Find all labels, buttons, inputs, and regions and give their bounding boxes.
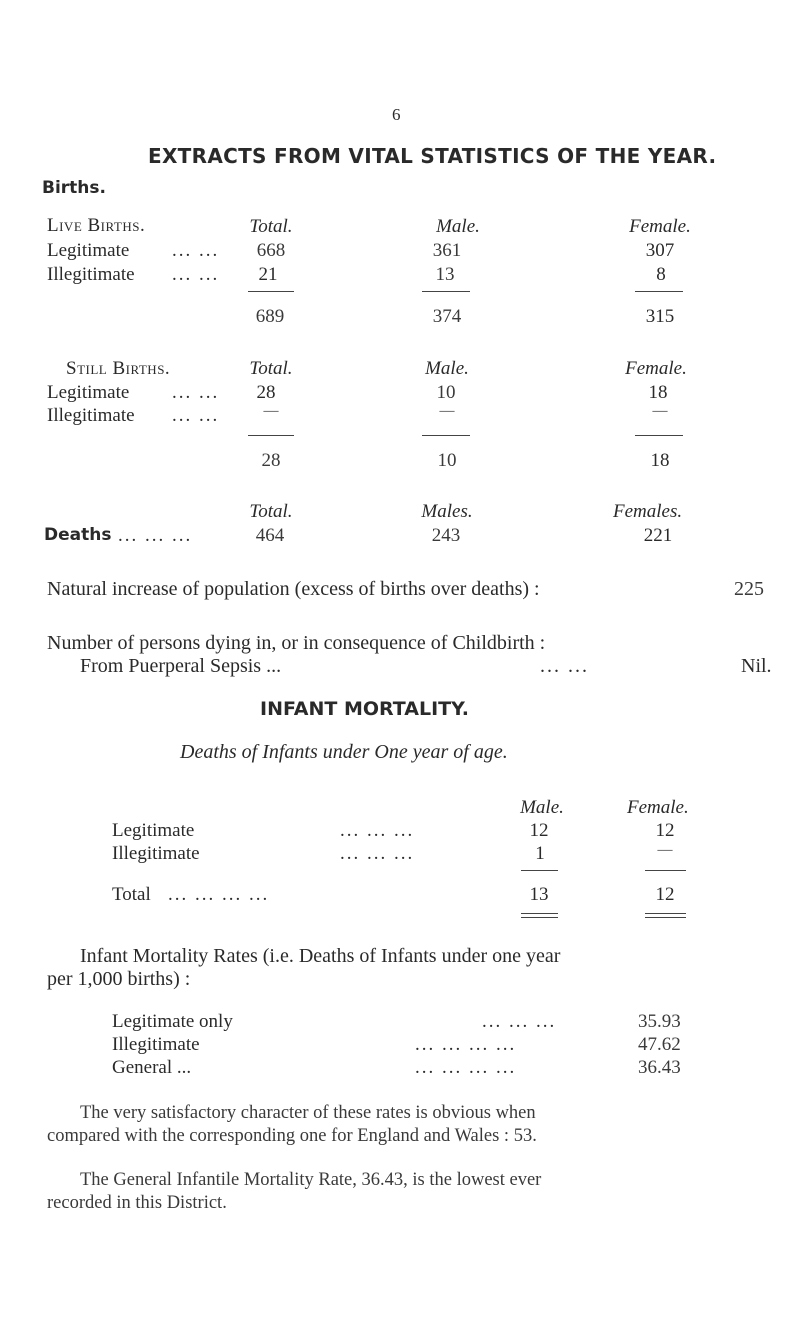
still-col-male: Male. <box>425 358 469 379</box>
row-label: Legitimate <box>112 820 195 841</box>
row-dots: ... ... ... <box>340 843 415 864</box>
live-col-female: Female. <box>629 216 691 237</box>
row-dots: ... ... ... ... <box>415 1057 517 1078</box>
infant-col-female: Female. <box>627 797 689 818</box>
total-rule <box>635 291 683 292</box>
row-dots: ... ... ... <box>340 820 415 841</box>
rate-value: 35.93 <box>638 1011 681 1032</box>
cell-female: — <box>657 842 673 858</box>
puerperal-sepsis-value: Nil. <box>741 655 772 677</box>
row-label: Legitimate <box>47 240 130 261</box>
cell-total: 689 <box>255 306 285 327</box>
page-title: EXTRACTS FROM VITAL STATISTICS OF THE YEAR. <box>148 144 717 168</box>
births-heading: Births. <box>42 178 106 198</box>
total-rule <box>248 435 294 436</box>
row-dots: ... ... <box>172 240 220 261</box>
infant-mortality-subheading: Deaths of Infants under One year of age. <box>180 741 508 763</box>
live-col-total: Total. <box>249 216 293 237</box>
cell-male: 1 <box>535 843 545 864</box>
cell-female: — <box>652 403 668 419</box>
row-dots: ... ... <box>172 405 220 426</box>
paragraph-cont: recorded in this District. <box>47 1193 227 1213</box>
row-label: Illegitimate <box>47 405 135 426</box>
row-dots: ... ... <box>540 655 589 677</box>
row-label: Illegitimate <box>112 843 200 864</box>
cell-female: 307 <box>645 240 675 261</box>
deaths-col-male: Males. <box>421 501 473 522</box>
double-rule <box>645 913 686 918</box>
row-dots: ... ... <box>172 382 220 403</box>
total-rule <box>645 870 686 871</box>
row-dots: ... ... ... <box>482 1011 557 1032</box>
cell-total: 28 <box>261 450 281 471</box>
cell-female: 12 <box>655 820 675 841</box>
deaths-label: Deaths <box>44 525 112 545</box>
paragraph: The General Infantile Mortality Rate, 36.43, is the lowest ever <box>80 1170 542 1190</box>
rate-value: 36.43 <box>638 1057 681 1078</box>
deaths-col-total: Total. <box>249 501 293 522</box>
cell-total: 28 <box>256 382 276 403</box>
cell-total: 21 <box>258 264 278 285</box>
still-births-heading: Still Births. <box>66 358 171 379</box>
rate-label: General ... <box>112 1057 192 1078</box>
still-col-total: Total. <box>249 358 293 379</box>
cell-male: 374 <box>432 306 462 327</box>
cell-female: 8 <box>656 264 666 285</box>
total-rule <box>422 435 470 436</box>
page-number: 6 <box>392 105 401 124</box>
cell-male: 243 <box>431 525 461 546</box>
rate-value: 47.62 <box>638 1034 681 1055</box>
total-rule <box>635 435 683 436</box>
infant-mortality-heading: INFANT MORTALITY. <box>260 698 469 720</box>
cell-male: 361 <box>432 240 462 261</box>
cell-female: 12 <box>655 884 675 905</box>
rate-label: Illegitimate <box>112 1034 200 1055</box>
cell-total: 668 <box>256 240 286 261</box>
rates-intro-cont: per 1,000 births) : <box>47 968 191 990</box>
rate-label: Legitimate only <box>112 1011 233 1032</box>
cell-male: 13 <box>529 884 549 905</box>
puerperal-sepsis-label: From Puerperal Sepsis ... <box>80 655 282 677</box>
row-label: Illegitimate <box>47 264 135 285</box>
cell-male: — <box>439 403 455 419</box>
cell-female: 18 <box>648 382 668 403</box>
cell-male: 10 <box>437 450 457 471</box>
row-dots: ... ... ... <box>118 525 193 546</box>
paragraph-cont: compared with the corresponding one for England and Wales : 53. <box>47 1126 537 1146</box>
cell-female: 315 <box>645 306 675 327</box>
row-dots: ... ... ... ... <box>168 884 270 905</box>
row-dots: ... ... <box>172 264 220 285</box>
deaths-col-female: Females. <box>613 501 683 522</box>
still-col-female: Female. <box>625 358 687 379</box>
cell-male: 13 <box>435 264 455 285</box>
paragraph: The very satisfactory character of these rates is obvious when <box>80 1103 536 1123</box>
infant-col-male: Male. <box>520 797 564 818</box>
childbirth-text: Number of persons dying in, or in consequence of Childbirth : <box>47 632 546 654</box>
double-rule <box>521 913 558 918</box>
row-dots: ... ... ... ... <box>415 1034 517 1055</box>
natural-increase-value: 225 <box>734 578 764 600</box>
cell-female: 18 <box>650 450 670 471</box>
cell-male: 10 <box>436 382 456 403</box>
total-rule <box>248 291 294 292</box>
total-rule <box>422 291 470 292</box>
live-births-heading: Live Births. <box>47 215 146 236</box>
natural-increase-text: Natural increase of population (excess of births over deaths) : <box>47 578 540 600</box>
total-label: Total <box>112 884 151 905</box>
cell-total: 464 <box>255 525 285 546</box>
cell-male: 12 <box>529 820 549 841</box>
cell-total: — <box>263 403 279 419</box>
total-rule <box>521 870 558 871</box>
row-label: Legitimate <box>47 382 130 403</box>
live-col-male: Male. <box>436 216 480 237</box>
rates-intro: Infant Mortality Rates (i.e. Deaths of Infants under one year <box>80 945 561 967</box>
cell-female: 221 <box>643 525 673 546</box>
